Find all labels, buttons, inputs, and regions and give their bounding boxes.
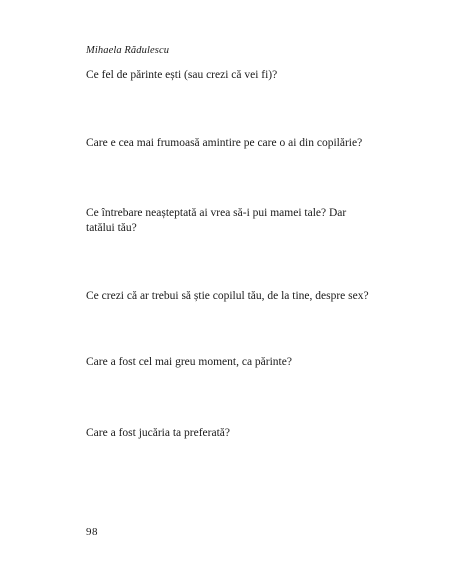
question-6: Care a fost jucăria ta preferată? <box>86 427 230 439</box>
running-header-author: Mihaela Rădulescu <box>86 45 170 56</box>
question-5: Care a fost cel mai greu moment, ca părinte? <box>86 356 292 368</box>
page-number: 98 <box>86 526 98 538</box>
question-1: Ce fel de părinte ești (sau crezi că vei fi)? <box>86 69 278 81</box>
question-2: Care e cea mai frumoasă amintire pe care o ai din copilărie? <box>86 137 363 149</box>
question-4: Ce crezi că ar trebui să știe copilul tău, de la tine, despre sex? <box>86 290 369 302</box>
question-3: Ce întrebare neașteptată ai vrea să-i pui mamei tale? Dar tatălui tău? <box>86 207 347 234</box>
